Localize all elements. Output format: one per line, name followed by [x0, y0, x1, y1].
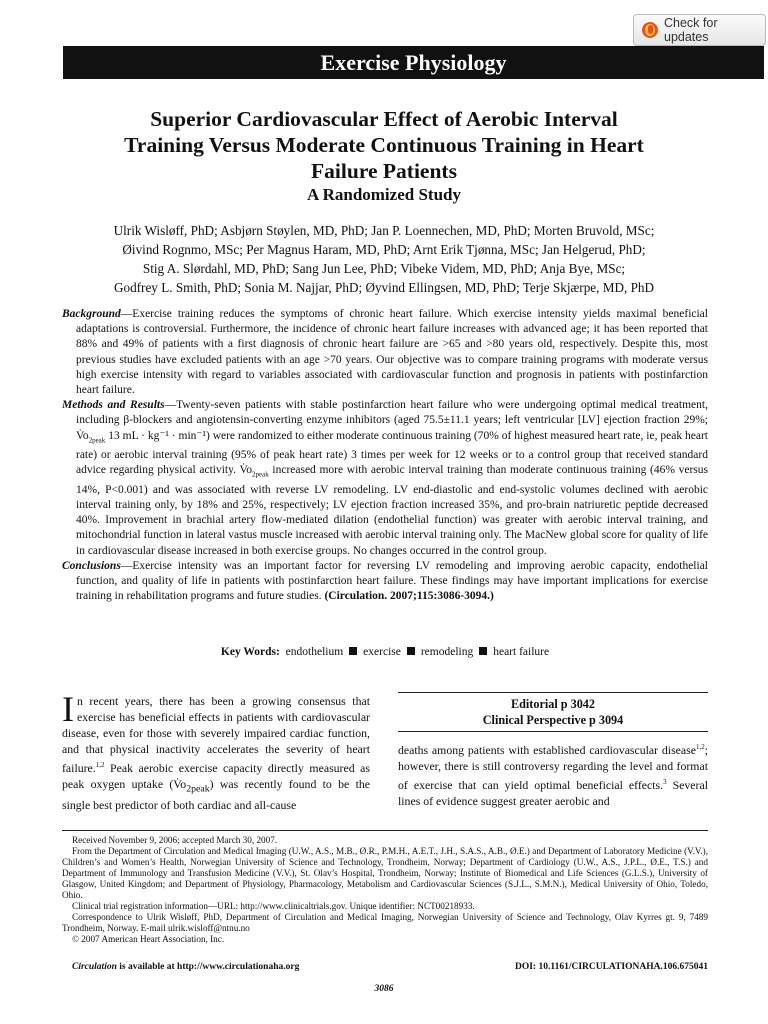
body-text: Several lines of evidence suggest greater aerobic and — [398, 777, 708, 808]
journal-footer — [72, 962, 299, 972]
conclusions-label: Conclusions — [62, 559, 121, 572]
body-text: n recent years, there has been a growing consensus that exercise has beneficial effects in patients with cardiovascular disease, even for those with severely impaired cardiac function, and that physical inactivity accelerates the severity of heart failure. — [62, 694, 370, 775]
body-text: ) was recently found to be the single best predictor of both cardiac and all-cause — [62, 776, 370, 813]
author-line: Stig A. Slørdahl, MD, PhD; Sang Jun Lee, PhD; Vibeke Videm, MD, PhD; Anja Bye, MSc; — [142, 261, 626, 276]
footnote-divider — [62, 830, 708, 831]
keywords — [62, 646, 708, 658]
journal-availability[interactable]: is available at http://www.circulationaha.org — [116, 962, 300, 972]
doi[interactable]: DOI: 10.1161/CIRCULATIONAHA.106.675041 — [514, 962, 708, 972]
abstract-conclusions — [62, 559, 708, 605]
methods-subscript: 2peak — [88, 435, 106, 444]
keyword: exercise — [363, 646, 401, 658]
journal-name: Circulation — [72, 962, 117, 972]
footnote: Correspondence to Ulrik Wisløff, PhD, Department of Circulation and Medical Imaging, Norwegian University of Science and Technology, Olav Kyrres gt. 9, 7489 Trondheim, Norway. E-mail ulrik.wisloff@ntnu.no — [62, 912, 708, 933]
abstract — [62, 307, 708, 604]
author-line: Ulrik Wisløff, PhD; Asbjørn Støylen, MD, PhD; Jan P. Loennechen, MD, PhD; Morten Bruvold, MSc; — [113, 223, 655, 238]
author-line: Godfrey L. Smith, PhD; Sonia M. Najjar, PhD; Øyvind Ellingsen, MD, PhD; Terje Skjærpe, MD, PhD — [113, 280, 655, 295]
title-line: Training Versus Moderate Continuous Training in Heart — [124, 133, 644, 157]
title-line: Failure Patients — [311, 159, 457, 183]
author-list — [60, 221, 708, 297]
body-text: ; however, there is still controversy regarding the level and format of exercise that can yield optimal beneficial effects. — [398, 742, 708, 792]
methods-text-b: 13 mL · kg⁻¹ · min⁻¹) were randomized to either moderate continuous training (70% of highest measured heart rate, ie, peak heart rate) or aerobic interval training (95% of peak heart rate) 3 times per week for 12 weeks or to a control group that received standard advice regarding physical activity. V̇o — [76, 429, 708, 477]
article-subtitle: A Randomized Study — [307, 185, 461, 204]
abstract-background — [62, 307, 708, 398]
subscript: 2peak — [186, 783, 210, 795]
keyword: heart failure — [493, 646, 550, 658]
check-for-updates-label: Check for updates — [664, 16, 718, 44]
footnotes — [62, 835, 708, 945]
footnote: From the Department of Circulation and Medical Imaging (U.W., A.S., M.B., Ø.R., P.M.H., A.E.T., J.H., S.A.S., A.B., Ø.E.) and Department of Laboratory Medicine (V.V.), Children’s and Women’s Health, Norwegian University of Science and Technology, Trondheim, Norway; Department of Cardiology (U.W., A.S., J.P.L., Ø.E., T.S.) and Department of Immunology and Transfusion Medicine (V.V.), St. Olav’s Hospital, Trondheim, Norway; Institute of Biomedical and Life Sciences (G.L.S.), University of Glasgow, United Kingdom; and Department of Physiology, Pharmacology, Metabolism and Cardiovascular Sciences (S.J.L., S.M.N.), Medical University of Ohio, Toledo, Ohio. — [62, 846, 708, 900]
keywords-label: Key Words: — [220, 646, 280, 658]
methods-label: Methods and Results — [62, 399, 165, 412]
citation: (Circulation. 2007;115:3086-3094.) — [324, 590, 494, 603]
drop-cap: I — [62, 689, 74, 729]
citation-ref: 1,2 — [95, 761, 105, 769]
body-column-left — [62, 689, 370, 813]
methods-text-c: increased more with aerobic interval training than moderate continuous training (46% versus 14%, P<0.001) and was associated with reverse LV remodeling. LV end-diastolic and end-systolic volumes declined with aerobic interval training only, by 18% and 25%, respectively; LV ejection fraction increased 35%, and pro-brain natriuretic peptide decreased 40%. Improvement in brachial artery flow-mediated dilation (endothelial function) was greater with aerobic interval training, and mitochondrial function in lateral vastus muscle increased with aerobic interval training only. The MacNew global score for quality of life in cardiovascular disease increased in both exercise groups. No changes occurred in the control group. — [76, 464, 708, 557]
section-banner: Exercise Physiology — [63, 46, 764, 79]
background-label: Background — [62, 308, 121, 320]
keyword: remodeling — [420, 646, 474, 658]
background-text: —Exercise training reduces the symptoms of chronic heart failure. Which exercise intensity yields maximal beneficial adaptations is controversial. Furthermore, the incidence of chronic heart failure increases with advanced age; it has been reported that 88% and 49% of patients with a first diagnosis of chronic heart failure are >65 and >80 years old, respectively. Despite this, most previous studies have excluded patients with an age >70 years. Our objective was to compare training programs with moderate versus high exercise intensity with regard to variables associated with cardiovascular function and prognosis in patients with postinfarction heart failure. — [76, 308, 708, 397]
body-column-right — [398, 739, 708, 809]
body-text: Peak aerobic exercise capacity directly measured as peak oxygen uptake (V̇o — [62, 760, 370, 791]
author-line: Øivind Rognmo, MSc; Per Magnus Haram, MD, PhD; Arnt Erik Tjønna, MSc; Jan Helgerud, PhD; — [122, 242, 646, 257]
body-text: deaths among patients with established cardiovascular disease — [398, 742, 696, 757]
citation-ref: 3 — [663, 777, 667, 786]
footnote: Received November 9, 2006; accepted March 30, 2007. — [72, 835, 278, 845]
crossmark-icon — [642, 22, 658, 38]
title-line: Superior Cardiovascular Effect of Aerobic Interval — [150, 107, 618, 131]
check-for-updates-button[interactable] — [633, 14, 766, 46]
clinical-perspective-link: Clinical Perspective p 3094 — [482, 713, 624, 727]
editorial-link: Editorial p 3042 — [511, 697, 595, 711]
square-bullet-icon — [349, 647, 357, 655]
abstract-methods — [62, 398, 708, 559]
methods-subscript: 2peak — [252, 470, 269, 479]
methods-text-a: —Twenty-seven patients with stable postinfarction heart failure who were undergoing optimal medical treatment, including β-blockers and angiotensin-converting enzyme inhibitors (aged 75.5±11.1 years; left ventricular [LV] ejection fraction 29%; V̇o — [76, 399, 708, 442]
square-bullet-icon — [479, 647, 487, 655]
footnote: © 2007 American Heart Association, Inc. — [72, 934, 225, 944]
article-title — [60, 106, 708, 184]
square-bullet-icon — [407, 647, 415, 655]
conclusions-text: —Exercise intensity was an important factor for reversing LV remodeling and improving aerobic capacity, endothelial function, and quality of life in patients with postinfarction heart failure. These findings may have important implications for exercise training in rehabilitation programs and future studies. — [76, 559, 708, 603]
footnote: Clinical trial registration information—URL: http://www.clinicaltrials.gov. Unique identifier: NCT00218933. — [72, 901, 475, 911]
page-number: 3086 — [374, 984, 394, 994]
citation-ref: 1,2 — [695, 743, 705, 751]
editorial-box — [398, 692, 708, 732]
keyword: endothelium — [285, 646, 344, 658]
